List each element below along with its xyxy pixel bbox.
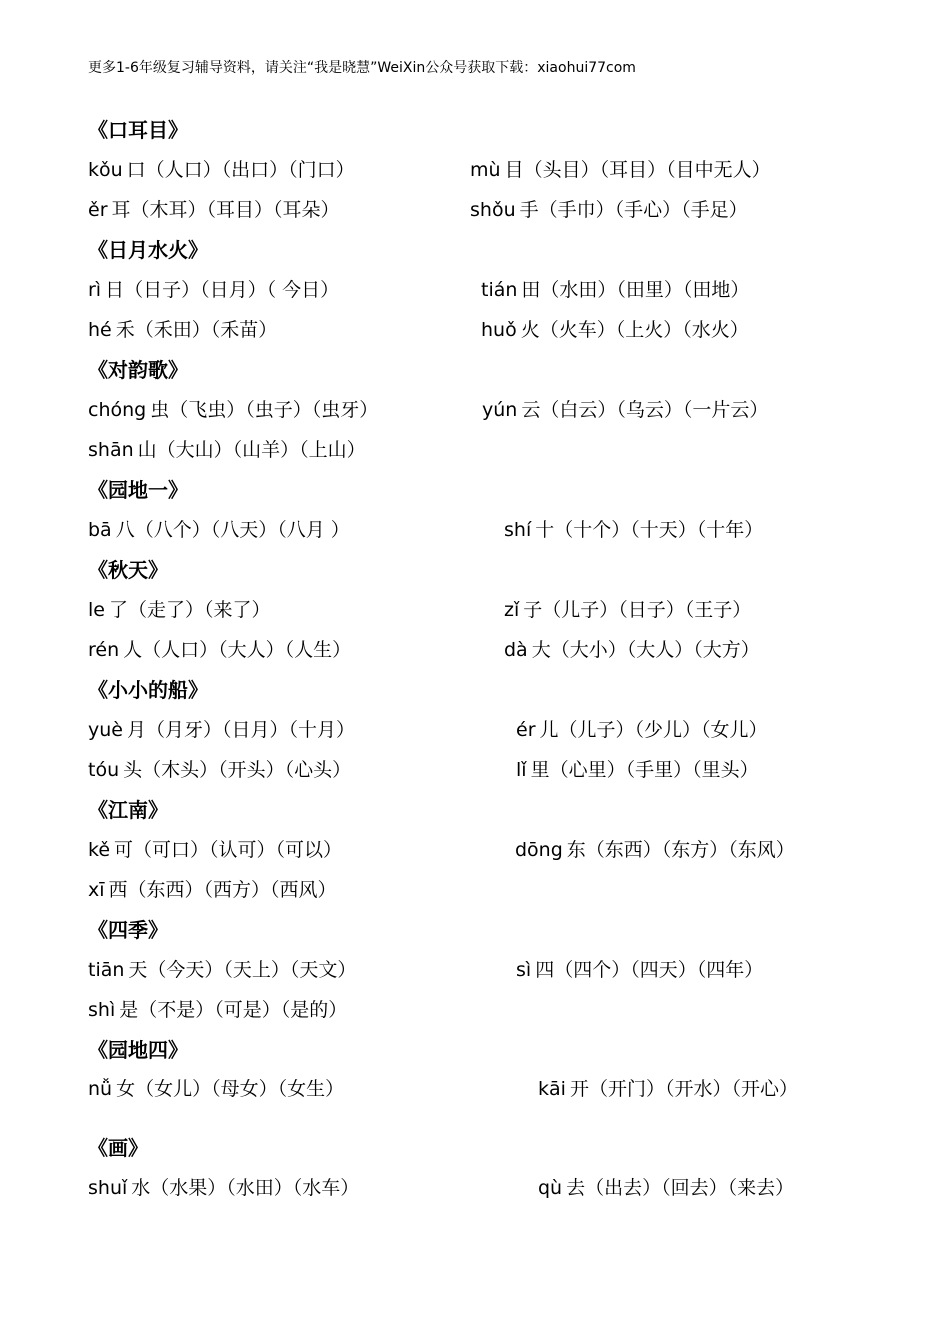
vocab-list [88,110,878,1208]
pinyin: zǐ [504,599,520,621]
right-entry [470,190,748,230]
pinyin: shuǐ [88,1177,128,1199]
vocab-row [88,830,878,870]
hanzi-words: 田（水田）（田里）（田地） [521,279,750,301]
hanzi-words: 禾（禾田）（禾苗） [115,319,278,341]
hanzi-words: 子（儿子）（日子）（王子） [523,599,752,621]
left-entry [88,150,355,190]
vocab-row [88,430,878,470]
pinyin: ér [516,719,536,741]
section-title: 《画》 [88,1136,148,1160]
section-title: 《对韵歌》 [88,358,188,382]
pinyin: dà [504,639,528,661]
left-entry [88,1168,359,1208]
pinyin: shì [88,999,116,1021]
hanzi-words: 西（东西）（西方）（西风） [108,879,337,901]
vocab-row [88,990,878,1030]
hanzi-words: 云（白云）（乌云）（一片云） [521,399,769,421]
hanzi-words: 大（大小）（大人）（大方） [531,639,760,661]
pinyin: nǚ [88,1078,113,1100]
pinyin: yuè [88,719,123,741]
pinyin: shí [504,519,532,541]
vocab-row [88,310,878,350]
vocab-row [88,630,878,670]
right-entry [538,1168,794,1208]
hanzi-words: 头（木头）（开头）（心头） [123,759,352,781]
section-title: 《小小的船》 [88,678,208,702]
pinyin: qù [538,1177,563,1199]
pinyin: hé [88,319,112,341]
pinyin: le [88,599,105,621]
pinyin: tóu [88,759,120,781]
vocab-row [88,1168,878,1208]
right-entry [516,750,759,790]
left-entry [88,190,340,230]
hanzi-words: 可（可口）（认可）（可以） [114,839,343,861]
right-entry [515,830,795,870]
right-entry [538,1078,798,1100]
left-entry [88,270,339,310]
pinyin: tián [481,279,518,301]
left-entry [88,950,356,990]
vocab-row-wrapped [88,1076,823,1102]
pinyin: shǒu [470,199,516,221]
pinyin: sì [516,959,532,981]
hanzi-words: 口（人口）（出口）（门口） [126,159,355,181]
section-title: 《口耳目》 [88,118,188,142]
hanzi-words: 去（出去）（回去）（来去） [566,1177,795,1199]
pinyin: bā [88,519,112,541]
hanzi-words: 女（女儿）（母女）（女生） [116,1078,345,1100]
left-entry [88,430,366,470]
left-entry [88,750,351,790]
section-title: 《四季》 [88,918,168,942]
hanzi-words: 手（手巾）（手心）（手足） [519,199,748,221]
right-entry [482,390,768,430]
pinyin: rì [88,279,102,301]
left-entry [88,590,270,630]
vocab-row [88,390,878,430]
hanzi-words: 月（月牙）（日月）（十月） [126,719,355,741]
pinyin: kāi [538,1078,566,1100]
left-entry [88,630,351,670]
hanzi-words: 了（走了）（来了） [108,599,271,621]
vocab-row [88,190,878,230]
hanzi-words: 是（不是）（可是）（是的） [119,999,348,1021]
hanzi-words: 水（水果）（水田）（水车） [131,1177,360,1199]
hanzi-words: 开（开门）（开水）（开心） [569,1078,798,1100]
pinyin: rén [88,639,120,661]
hanzi-words: 目（头目）（耳目）（目中无人） [504,159,771,181]
vocab-row [88,150,878,190]
left-entry [88,710,355,750]
hanzi-words: 天（今天）（天上）（天文） [128,959,357,981]
hanzi-words: 八（八个）（八天）（八月 ） [115,519,350,541]
hanzi-words: 日（日子）（日月）（ 今日） [105,279,340,301]
vocab-row [88,270,878,310]
pinyin: chóng [88,399,147,421]
right-entry [470,150,771,190]
left-entry [88,870,337,910]
vocab-row [88,950,878,990]
pinyin: kǒu [88,159,123,181]
hanzi-words: 人（人口）（大人）（人生） [123,639,352,661]
right-entry [481,310,749,350]
left-entry [88,830,342,870]
vocab-row [88,510,878,550]
vocab-row [88,750,878,790]
left-entry [88,1076,538,1102]
pinyin: yún [482,399,518,421]
section-title: 《园地四》 [88,1038,188,1062]
pinyin: tiān [88,959,125,981]
left-entry [88,310,277,350]
pinyin: shān [88,439,134,461]
section-title: 《园地一》 [88,478,188,502]
hanzi-words: 虫（飞虫）（虫子）（虫牙） [150,399,379,421]
pinyin: huǒ [481,319,517,341]
vocab-row [88,590,878,630]
page-header: 更多1-6年级复习辅导资料，请关注“我是晓慧”WeiXin公众号获取下载：xiaohui77com [88,60,636,76]
right-entry [504,630,760,670]
left-entry [88,990,347,1030]
left-entry [88,390,378,430]
hanzi-words: 儿（儿子）（少儿）（女儿） [539,719,768,741]
hanzi-words: 东（东西）（东方）（东风） [566,839,795,861]
hanzi-words: 里（心里）（手里）（里头） [530,759,759,781]
pinyin: ěr [88,199,108,221]
right-entry [516,710,768,750]
vocab-row [88,710,878,750]
hanzi-words: 十（十个）（十天）（十年） [535,519,764,541]
pinyin: dōng [515,839,563,861]
hanzi-words: 火（火车）（上火）（水火） [520,319,749,341]
section-title: 《江南》 [88,798,168,822]
left-entry [88,510,350,550]
pinyin: mù [470,159,501,181]
hanzi-words: 四（四个）（四天）（四年） [535,959,764,981]
pinyin: lǐ [516,759,527,781]
hanzi-words: 山（大山）（山羊）（上山） [137,439,366,461]
section-title: 《秋天》 [88,558,168,582]
pinyin: xī [88,879,105,901]
right-entry [516,950,763,990]
vocab-row [88,870,878,910]
pinyin: kě [88,839,111,861]
hanzi-words: 耳（木耳）（耳目）（耳朵） [111,199,340,221]
section-title: 《日月水火》 [88,238,208,262]
right-entry [481,270,749,310]
right-entry [504,590,751,630]
right-entry [504,510,763,550]
vocab-row [88,1070,878,1128]
